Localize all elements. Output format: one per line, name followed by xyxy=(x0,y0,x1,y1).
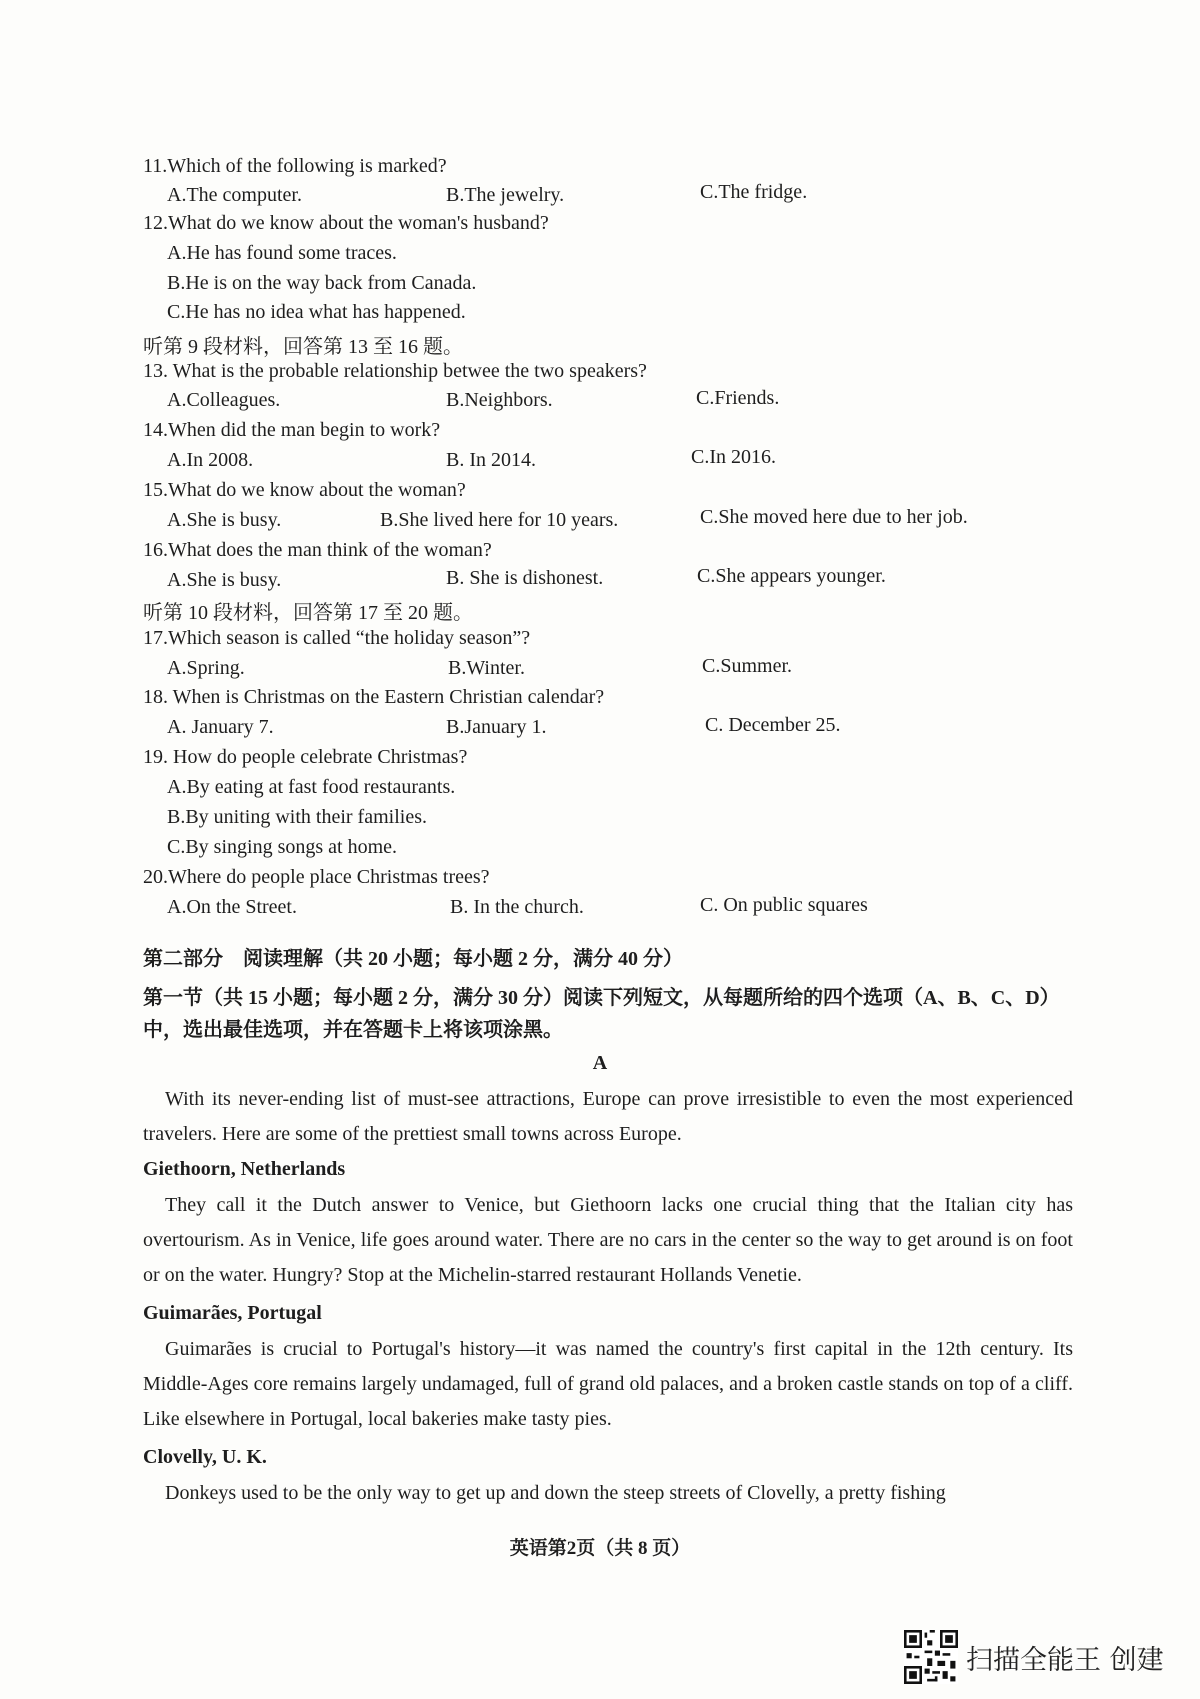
question-11-option-b: B.The jewelry. xyxy=(446,184,565,206)
question-17-option-c: C.Summer. xyxy=(702,655,793,677)
question-15-option-c: C.She moved here due to her job. xyxy=(700,506,968,528)
question-18-option-b: B.January 1. xyxy=(446,716,547,738)
town-heading-giethoorn: Giethoorn, Netherlands xyxy=(143,1158,346,1180)
passage-intro: With its never-ending list of must-see attractions, Europe can prove irresistible to even the most experienced travelers. Here are some of the prettiest small towns across Europe. xyxy=(143,1088,1073,1145)
question-13-option-b: B.Neighbors. xyxy=(446,389,553,411)
town-text-giethoorn: They call it the Dutch answer to Venice, but Giethoorn lacks one crucial thing that the Italian city has overtourism. As in Venice, life goes around water. There are no cars in the center so the way to get around is on foot or on the water. Hungry? Stop at the Michelin-starred restaurant Hollands Venetie. xyxy=(143,1194,1073,1286)
question-19-option-a: A.By eating at fast food restaurants. xyxy=(167,776,456,798)
question-14-option-c: C.In 2016. xyxy=(691,446,776,468)
question-12-option-b: B.He is on the way back from Canada. xyxy=(167,272,477,294)
town-heading-guimaraes: Guimarães, Portugal xyxy=(143,1302,322,1324)
part-two-title: 第二部分 阅读理解（共 20 小题；每小题 2 分，满分 40 分） xyxy=(143,948,683,970)
question-19-option-b: B.By uniting with their families. xyxy=(167,806,427,828)
question-15-stem: 15.What do we know about the woman? xyxy=(143,479,466,501)
section-one-instruction: 第一节（共 15 小题；每小题 2 分，满分 30 分）阅读下列短文，从每题所给的四个选项（A、B、C、D）中，选出最佳选项，并在答题卡上将该项涂黑。 xyxy=(143,987,1060,1041)
scanner-watermark xyxy=(904,1630,1164,1684)
question-16-option-b: B. She is dishonest. xyxy=(446,567,604,589)
question-19-stem: 19. How do people celebrate Christmas? xyxy=(143,746,468,768)
question-11-option-a: A.The computer. xyxy=(167,184,302,206)
question-14-option-b: B. In 2014. xyxy=(446,449,536,471)
question-11-stem: 11.Which of the following is marked? xyxy=(143,155,447,177)
question-17-option-b: B.Winter. xyxy=(448,657,525,679)
page-footer: 英语第2页（共 8 页） xyxy=(509,1538,691,1559)
question-13-option-a: A.Colleagues. xyxy=(167,389,281,411)
question-16-stem: 16.What does the man think of the woman? xyxy=(143,539,492,561)
question-17-stem: 17.Which season is called “the holiday season”? xyxy=(143,627,531,649)
question-20-stem: 20.Where do people place Christmas trees? xyxy=(143,866,490,888)
qr-code-icon xyxy=(904,1630,958,1684)
question-12-option-a: A.He has found some traces. xyxy=(167,242,397,264)
question-16-option-a: A.She is busy. xyxy=(167,569,282,591)
town-text-guimaraes: Guimarães is crucial to Portugal's history—it was named the country's first capital in the 12th century. Its Middle-Ages core remains largely undamaged, full of grand old palaces, and a broken castle stands on top of a cliff. Like elsewhere in Portugal, local bakeries make tasty pies. xyxy=(143,1338,1073,1430)
question-18-option-c: C. December 25. xyxy=(705,714,841,736)
listening-instruction-10: 听第 10 段材料，回答第 17 至 20 题。 xyxy=(143,602,473,624)
watermark-text: 扫描全能王 创建 xyxy=(966,1644,1164,1676)
question-20-option-a: A.On the Street. xyxy=(167,896,297,918)
question-15-option-b: B.She lived here for 10 years. xyxy=(380,509,619,531)
question-19-option-c: C.By singing songs at home. xyxy=(167,836,398,858)
question-18-option-a: A. January 7. xyxy=(167,716,274,738)
question-12-option-c: C.He has no idea what has happened. xyxy=(167,301,466,323)
question-20-option-c: C. On public squares xyxy=(700,894,868,916)
question-18-stem: 18. When is Christmas on the Eastern Christian calendar? xyxy=(143,686,605,708)
question-11-option-c: C.The fridge. xyxy=(700,181,808,203)
question-12-stem: 12.What do we know about the woman's husband? xyxy=(143,212,549,234)
question-20-option-b: B. In the church. xyxy=(450,896,584,918)
town-heading-clovelly: Clovelly, U. K. xyxy=(143,1446,267,1468)
town-text-clovelly: Donkeys used to be the only way to get up and down the steep streets of Clovelly, a pretty fishing xyxy=(165,1482,946,1504)
passage-label: A xyxy=(592,1052,608,1074)
question-13-option-c: C.Friends. xyxy=(696,387,780,409)
question-14-option-a: A.In 2008. xyxy=(167,449,254,471)
question-14-stem: 14.When did the man begin to work? xyxy=(143,419,441,441)
question-16-option-c: C.She appears younger. xyxy=(697,565,886,587)
question-13-stem: 13. What is the probable relationship betwee the two speakers? xyxy=(143,360,647,382)
question-17-option-a: A.Spring. xyxy=(167,657,245,679)
question-15-option-a: A.She is busy. xyxy=(167,509,282,531)
listening-instruction-9: 听第 9 段材料，回答第 13 至 16 题。 xyxy=(143,336,463,358)
